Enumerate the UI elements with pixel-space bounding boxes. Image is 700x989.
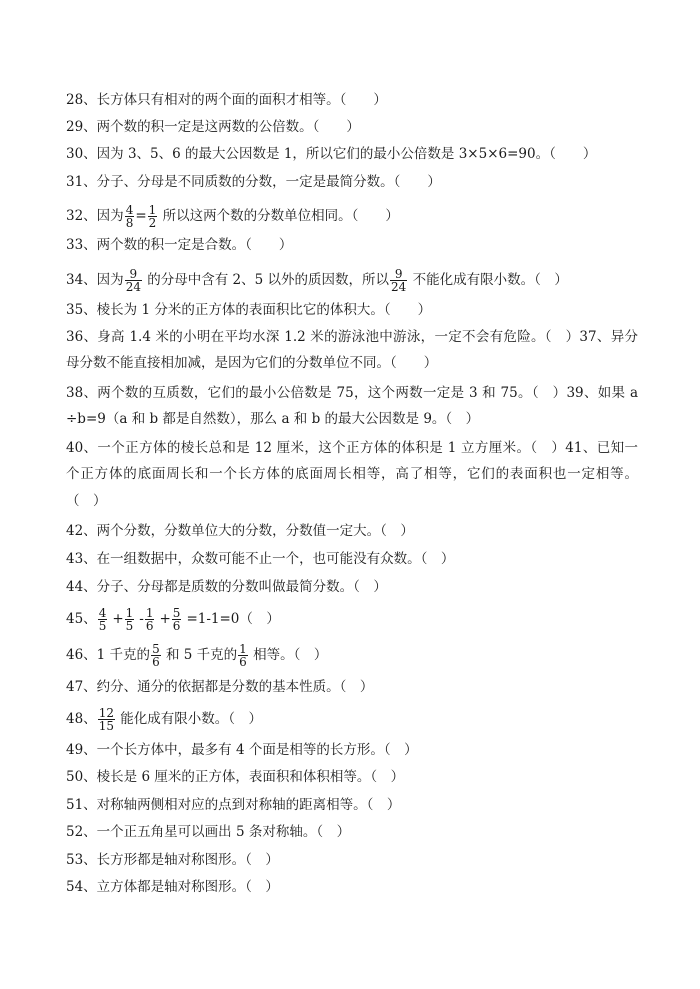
q45-fraction-a: [98, 607, 108, 632]
question-31: 31、分子、分母是不同质数的分数，一定是最简分数。（ ）: [66, 174, 441, 190]
question-53: 53、长方形都是轴对称图形。（ ）: [66, 852, 279, 868]
q32-text-pre: 32、因为: [66, 208, 124, 224]
question-49: 49、一个长方体中，最多有 4 个面是相等的长方形。（ ）: [66, 742, 418, 758]
q48-text-pre: 48、: [66, 711, 97, 727]
q48-fraction-1: [98, 707, 115, 732]
question-42: 42、两个分数，分数单位大的分数，分数值一定大。（ ）: [66, 523, 414, 539]
question-40-line-1: 40、一个正方体的棱长总和是 12 厘米，这个正方体的体积是 1 立方厘米。（ ）41、已知一: [66, 440, 638, 456]
question-40-line-2: 个正方体的底面周长和一个长方体的底面周长相等，高了相等，它们的表面积也一定相等。: [66, 466, 638, 482]
question-32: [66, 204, 638, 229]
q45-c-denominator: 6: [145, 619, 154, 633]
question-36-line-2: 母分数不能直接相加减，是因为它们的分数单位不同。（ ）: [66, 355, 438, 371]
question-50: 50、棱长是 6 厘米的正方体，表面积和体积相等。（ ）: [66, 769, 405, 785]
q48-text-post: 能化成有限小数。（ ）: [115, 711, 263, 727]
question-43: 43、在一组数据中，众数可能不止一个，也可能没有众数。（ ）: [66, 551, 455, 567]
q45-b-numerator: 1: [125, 606, 134, 620]
q46-text-post: 相等。（ ）: [248, 647, 328, 663]
q45-fraction-d: [172, 607, 182, 632]
q46-f2-numerator: 1: [239, 642, 247, 656]
question-33: 33、两个数的积一定是合数。（ ）: [66, 237, 293, 253]
q32-f2-denominator: 2: [148, 216, 157, 230]
question-30: 30、因为 3、5、6 的最大公因数是 1，所以它们的最小公倍数是 3×5×6=90。（ ）: [66, 146, 597, 162]
q45-d-numerator: 5: [172, 606, 181, 620]
q32-f1-denominator: 8: [125, 216, 134, 230]
q46-fraction-2: [238, 643, 248, 668]
q48-f1-numerator: 12: [98, 706, 114, 720]
question-52: 52、一个正五角星可以画出 5 条对称轴。（ ）: [66, 824, 351, 840]
q45-a-denominator: 5: [98, 619, 107, 633]
q46-f2-denominator: 6: [239, 655, 247, 669]
question-48: [66, 707, 638, 732]
q45-c-numerator: 1: [145, 606, 154, 620]
q46-text-pre: 46、1 千克的: [66, 647, 151, 663]
q32-text-mid: =: [135, 208, 147, 224]
question-51: 51、对称轴两侧相对应的点到对称轴的距离相等。（ ）: [66, 797, 401, 813]
q34-text-pre: 34、因为: [66, 272, 124, 288]
q45-fraction-c: [145, 607, 155, 632]
q46-f1-numerator: 5: [152, 642, 160, 656]
q45-text-post: =1-1=0（ ）: [186, 611, 280, 627]
question-46: [66, 643, 638, 668]
q45-op-3: +: [159, 611, 171, 627]
q45-d-denominator: 6: [172, 619, 181, 633]
q32-text-post: 所以这两个数的分数单位相同。（ ）: [158, 208, 399, 224]
question-45: [66, 607, 638, 632]
q32-f2-numerator: 1: [148, 203, 157, 217]
q32-f1-numerator: 4: [125, 203, 134, 217]
q32-fraction-2: [148, 204, 158, 229]
question-28: 28、长方体只有相对的两个面的面积才相等。（ ）: [66, 92, 387, 108]
question-36-line-1: 36、身高 1.4 米的小明在平均水深 1.2 米的游泳池中游泳，一定不会有危险。（ ）37、异分: [66, 329, 638, 345]
question-35: 35、棱长为 1 分米的正方体的表面积比它的体积大。（ ）: [66, 302, 432, 318]
q45-b-denominator: 5: [125, 619, 134, 633]
q46-fraction-1: [151, 643, 161, 668]
q34-text-mid: 的分母中含有 2、5 以外的质因数，所以: [142, 272, 390, 288]
question-40-line-3: （ ）: [66, 493, 107, 509]
q45-op-1: +: [112, 611, 124, 627]
q45-fraction-b: [125, 607, 135, 632]
q32-fraction-1: [125, 204, 135, 229]
q45-a-numerator: 4: [98, 606, 107, 620]
q34-f2-numerator: 9: [390, 268, 407, 281]
q34-f2-denominator: 24: [391, 280, 407, 294]
q34-fraction-2: [390, 268, 407, 293]
question-38-line-2: ÷b=9（a 和 b 都是自然数），那么 a 和 b 的最大公因数是 9。（ ）: [66, 411, 480, 427]
q48-f1-denominator: 15: [98, 719, 114, 733]
q34-fraction-1: [125, 268, 142, 293]
q34-text-post: 不能化成有限小数。（ ）: [408, 272, 568, 288]
question-29: 29、两个数的积一定是这两数的公倍数。（ ）: [66, 119, 360, 135]
question-38-line-1: 38、两个数的互质数，它们的最小公倍数是 75，这个两数一定是 3 和 75。（ ）39、如果 a: [66, 385, 638, 401]
question-47: 47、约分、通分的依据都是分数的基本性质。（ ）: [66, 679, 374, 695]
q34-f1-numerator: 9: [125, 268, 142, 281]
q46-text-mid: 和 5 千克的: [161, 647, 238, 663]
q34-f1-denominator: 24: [125, 280, 141, 294]
question-44: 44、分子、分母都是质数的分数叫做最简分数。（ ）: [66, 579, 387, 595]
q45-text-pre: 45、: [66, 611, 97, 627]
question-54: 54、立方体都是轴对称图形。（ ）: [66, 879, 279, 895]
q46-f1-denominator: 6: [152, 655, 160, 669]
q45-op-2: -: [139, 611, 144, 627]
question-34: [66, 268, 638, 293]
